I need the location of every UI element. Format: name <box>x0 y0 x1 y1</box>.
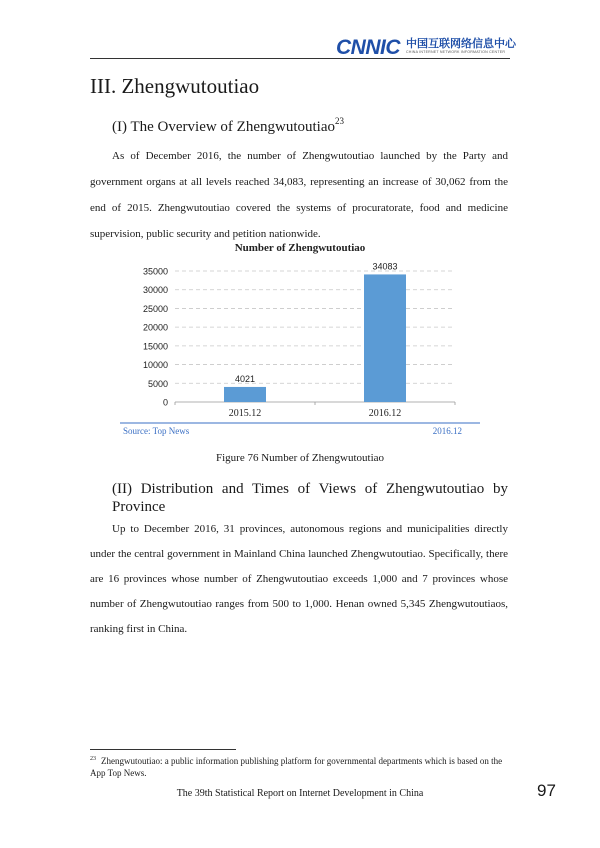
x-tick-label: 2016.12 <box>368 408 402 419</box>
paragraph-distribution <box>90 517 508 642</box>
source-date: 2016.12 <box>432 426 462 436</box>
header-divider <box>90 58 510 59</box>
subsection-title-text: (I) The Overview of Zhengwutoutiao <box>112 119 335 135</box>
subsection-title-overview <box>112 116 344 136</box>
y-tick-label: 30000 <box>142 285 168 296</box>
logo-chinese-name: 中国互联网络信息中心 <box>406 37 516 50</box>
data-label: 4021 <box>234 373 256 384</box>
y-tick-label: 10000 <box>142 360 168 371</box>
footnote <box>90 753 510 779</box>
y-tick-label: 0 <box>162 397 168 408</box>
chart-title: Number of Zhengwutoutiao <box>234 242 366 254</box>
paragraph-overview <box>90 143 508 247</box>
y-tick-label: 5000 <box>147 378 168 389</box>
bar-chart <box>110 236 490 442</box>
logo-wordmark: CNNIC <box>336 36 400 59</box>
paragraph-text: As of December 2016, the number of Zhengwutoutiao launched by the Party and government organs at all levels reached 34,083, representing an increase of 30,062 from the end of 2015. Zhengwutoutiao covered the systems of procuratorate, food and medicine supervision, public security and petition nationwide. <box>90 150 508 240</box>
section-title: III. Zhengwutoutiao <box>90 74 260 98</box>
data-label: 34083 <box>372 261 398 272</box>
y-tick-label: 20000 <box>142 322 168 333</box>
subsection-title-distribution: (II) Distribution and Times of Views of Zhengwutoutiao by Province <box>112 481 508 515</box>
footnote-reference: 23 <box>335 116 344 126</box>
page-number: 97 <box>537 781 556 800</box>
paragraph-text: Up to December 2016, 31 provinces, autonomous regions and municipalities directly under the central government in Mainland China launched Zhengwutoutiao. Specifically, there are 16 provinces whose number of Zhengwutoutiao exceeds 1,000 and 7 provinces whose number of Zhengwutoutiao ranges from 500 to 1,000. Henan owned 5,345 Zhengwutoutiaos, ranking first in China. <box>90 523 508 635</box>
page-footer: The 39th Statistical Report on Internet Development in China <box>176 788 424 799</box>
y-tick-label: 35000 <box>142 266 168 277</box>
footnote-number: 23 <box>90 756 96 762</box>
chart-canvas <box>110 236 490 442</box>
y-tick-label: 25000 <box>142 303 168 314</box>
bar-2015.12 <box>224 387 266 402</box>
cnnic-logo <box>336 37 516 59</box>
logo-english-name: CHINA INTERNET NETWORK INFORMATION CENTER <box>406 50 506 54</box>
footnote-divider <box>90 749 236 750</box>
bar-2016.12 <box>364 274 406 402</box>
figure-caption: Figure 76 Number of Zhengwutoutiao <box>215 452 385 464</box>
source-label: Source: Top News <box>123 426 190 436</box>
x-tick-label: 2015.12 <box>228 408 262 419</box>
footnote-text: Zhengwutoutiao: a public information publishing platform for governmental departments which is based on the App Top News. <box>90 756 503 778</box>
y-tick-label: 15000 <box>142 341 168 352</box>
